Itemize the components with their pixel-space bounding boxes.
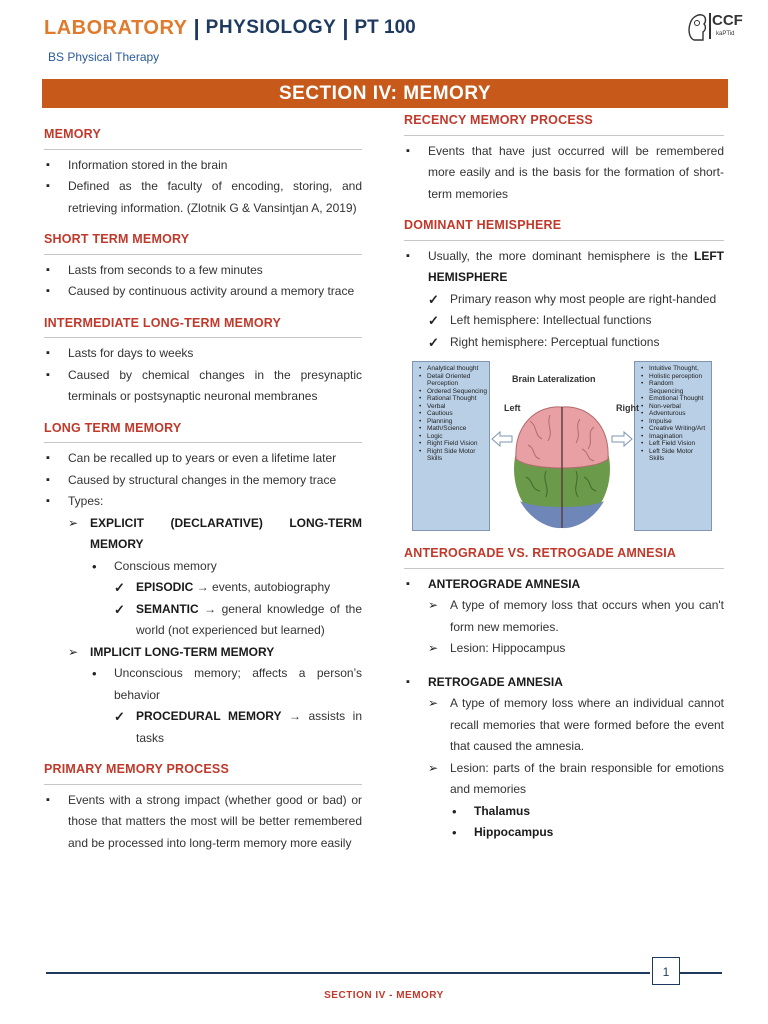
list-item: ➢ A type of memory loss where an individual cannot recall memories that were formed before the event that caused the amnesia.: [428, 693, 724, 758]
footer-divider: [46, 972, 650, 974]
section-heading: RECENCY MEMORY PROCESS: [404, 110, 724, 136]
implicit-memory-title: IMPLICIT LONG-TERM MEMORY: [90, 644, 275, 659]
list-item: • Conscious memory: [90, 556, 362, 578]
figure-right-label: Right: [616, 403, 639, 413]
list-item: ▪ Caused by structural changes in the memory trace: [44, 470, 362, 492]
trait-item: • Rational Thought: [419, 395, 487, 403]
intermediate-memory-section: [44, 313, 362, 408]
trait-item: • Right Field Vision: [419, 440, 487, 448]
trait-item: • Emotional Thought: [641, 395, 709, 403]
types-label: Types:: [68, 494, 104, 508]
list-item: ✓ Primary reason why most people are right-handed: [428, 289, 724, 311]
anterograde-title: ANTEROGRADE AMNESIA: [428, 576, 581, 591]
list-item: ▪ Events with a strong impact (whether good or bad) or those that matters the most will be better remembered and be processed into long-term memory more easily: [44, 790, 362, 855]
semantic-term: SEMANTIC: [136, 601, 199, 616]
trait-item: • Holistic perception: [641, 373, 709, 381]
episodic-desc: → events, autobiography: [193, 580, 331, 594]
footer-divider: [680, 972, 722, 974]
list-item: ▪ Caused by chemical changes in the presynaptic terminals or postsynaptic neuronal membranes: [44, 365, 362, 408]
semantic-desc: → general knowledge of the world (not experienced but learned): [136, 601, 362, 637]
trait-item: • Detail Oriented Perception: [419, 373, 487, 388]
trait-item: • Logic: [419, 433, 487, 441]
logo-text: CCF: [712, 12, 743, 29]
list-item: [404, 574, 724, 596]
list-item: ▪ Caused by continuous activity around a memory trace: [44, 281, 362, 303]
amnesia-section: [404, 543, 724, 844]
logo-subtext: kaPTid: [716, 31, 735, 37]
short-term-memory-section: [44, 229, 362, 303]
procedural-desc: → assists in tasks: [136, 709, 362, 745]
list-item: [404, 672, 724, 694]
section-heading: MEMORY: [44, 124, 362, 150]
header-subtitle: BS Physical Therapy: [48, 50, 160, 64]
retrograde-title: RETROGADE AMNESIA: [428, 674, 563, 689]
dominant-hemisphere-section: [404, 215, 724, 353]
left-traits-box: [412, 361, 490, 531]
section-heading: ANTEROGRADE VS. RETROGADE AMNESIA: [404, 543, 724, 569]
list-item: ➢ Lesion: Hippocampus: [428, 638, 724, 660]
page-number: 1: [652, 957, 680, 985]
right-traits-box: [634, 361, 712, 531]
list-item: ▪ Events that have just occurred will be remembered more easily and is the basis for the formation of short-term memories: [404, 141, 724, 206]
memory-section: [44, 124, 362, 219]
section-heading: DOMINANT HEMISPHERE: [404, 215, 724, 241]
list-item: ▪ Can be recalled up to years or even a lifetime later: [44, 448, 362, 470]
header-lab: LABORATORY: [44, 16, 188, 39]
hippocampus-label: Hippocampus: [474, 825, 554, 839]
recency-section: [404, 110, 724, 205]
list-item: [44, 491, 362, 513]
section-heading: SHORT TERM MEMORY: [44, 229, 362, 255]
long-term-memory-section: [44, 418, 362, 750]
trait-item: • Left Side Motor Skills: [641, 448, 709, 463]
dominant-lead: Usually, the more dominant hemisphere is the: [428, 248, 694, 263]
right-column: [404, 110, 724, 854]
thalamus-label: Thalamus: [474, 803, 531, 818]
trait-item: • Planning: [419, 418, 487, 426]
procedural-term: PROCEDURAL MEMORY: [136, 709, 282, 723]
header-subject: PHYSIOLOGY: [205, 17, 337, 38]
list-item: ▪ Information stored in the brain: [44, 155, 362, 177]
list-item: ▪ Lasts from seconds to a few minutes: [44, 260, 362, 282]
header-separator: |: [193, 15, 200, 40]
right-arrow-icon: [612, 432, 632, 446]
list-item: • Unconscious memory; affects a person’s behavior: [90, 663, 362, 706]
list-item: ➢ A type of memory loss that occurs when you can't form new memories.: [428, 595, 724, 638]
document-header: [44, 14, 416, 42]
list-item: [450, 801, 724, 823]
list-item: ✓ Right hemisphere: Perceptual functions: [428, 332, 724, 354]
section-heading: LONG TERM MEMORY: [44, 418, 362, 444]
header-separator: |: [342, 15, 349, 40]
section-heading: PRIMARY MEMORY PROCESS: [44, 759, 362, 785]
list-item: [68, 513, 362, 556]
trait-item: • Ordered Sequencing: [419, 388, 487, 396]
trait-item: • Verbal: [419, 403, 487, 411]
list-item: ▪ Defined as the faculty of encoding, storing, and retrieving information. (Zlotnik G & Vansintjan A, 2019): [44, 176, 362, 219]
list-item: [450, 822, 724, 844]
figure-left-label: Left: [504, 403, 521, 413]
episodic-term: EPISODIC: [136, 580, 194, 594]
trait-item: • Random Sequencing: [641, 380, 709, 395]
trait-item: • Analytical thought: [419, 365, 487, 373]
list-item: ▪ Lasts for days to weeks: [44, 343, 362, 365]
list-item: [114, 577, 362, 599]
trait-item: • Cautious: [419, 410, 487, 418]
trait-item: • Left Field Vision: [641, 440, 709, 448]
footer-text: SECTION IV - MEMORY: [324, 990, 444, 1001]
left-arrow-icon: [492, 432, 512, 446]
trait-item: • Imagination: [641, 433, 709, 441]
explicit-memory-title: EXPLICIT (DECLARATIVE) LONG-TERM MEMORY: [90, 515, 362, 551]
brain-lateralization-figure: [412, 361, 722, 533]
left-hemisphere-label: LEFT HEMISPHERE: [428, 248, 724, 284]
section-title: SECTION IV: MEMORY: [42, 79, 728, 108]
trait-item: • Non-verbal: [641, 403, 709, 411]
list-item: ✓ Left hemisphere: Intellectual functions: [428, 310, 724, 332]
brain-illustration: [490, 401, 634, 533]
trait-item: • Adventurous: [641, 410, 709, 418]
primary-memory-section: [44, 759, 362, 854]
list-item: ➢ Lesion: parts of the brain responsible for emotions and memories: [428, 758, 724, 801]
list-item: [68, 642, 362, 664]
trait-item: • Impulse: [641, 418, 709, 426]
header-course-code: PT 100: [354, 17, 416, 38]
left-column: [44, 124, 362, 864]
trait-item: • Intuitive Thought,: [641, 365, 709, 373]
list-item: [404, 246, 724, 289]
trait-item: • Creative Writing/Art: [641, 425, 709, 433]
list-item: [114, 599, 362, 642]
trait-item: • Right Side Motor Skills: [419, 448, 487, 463]
list-item: [114, 706, 362, 749]
section-heading: INTERMEDIATE LONG-TERM MEMORY: [44, 313, 362, 339]
trait-item: • Math/Science: [419, 425, 487, 433]
logo-divider: [709, 13, 711, 39]
figure-title: Brain Lateralization: [512, 374, 596, 384]
